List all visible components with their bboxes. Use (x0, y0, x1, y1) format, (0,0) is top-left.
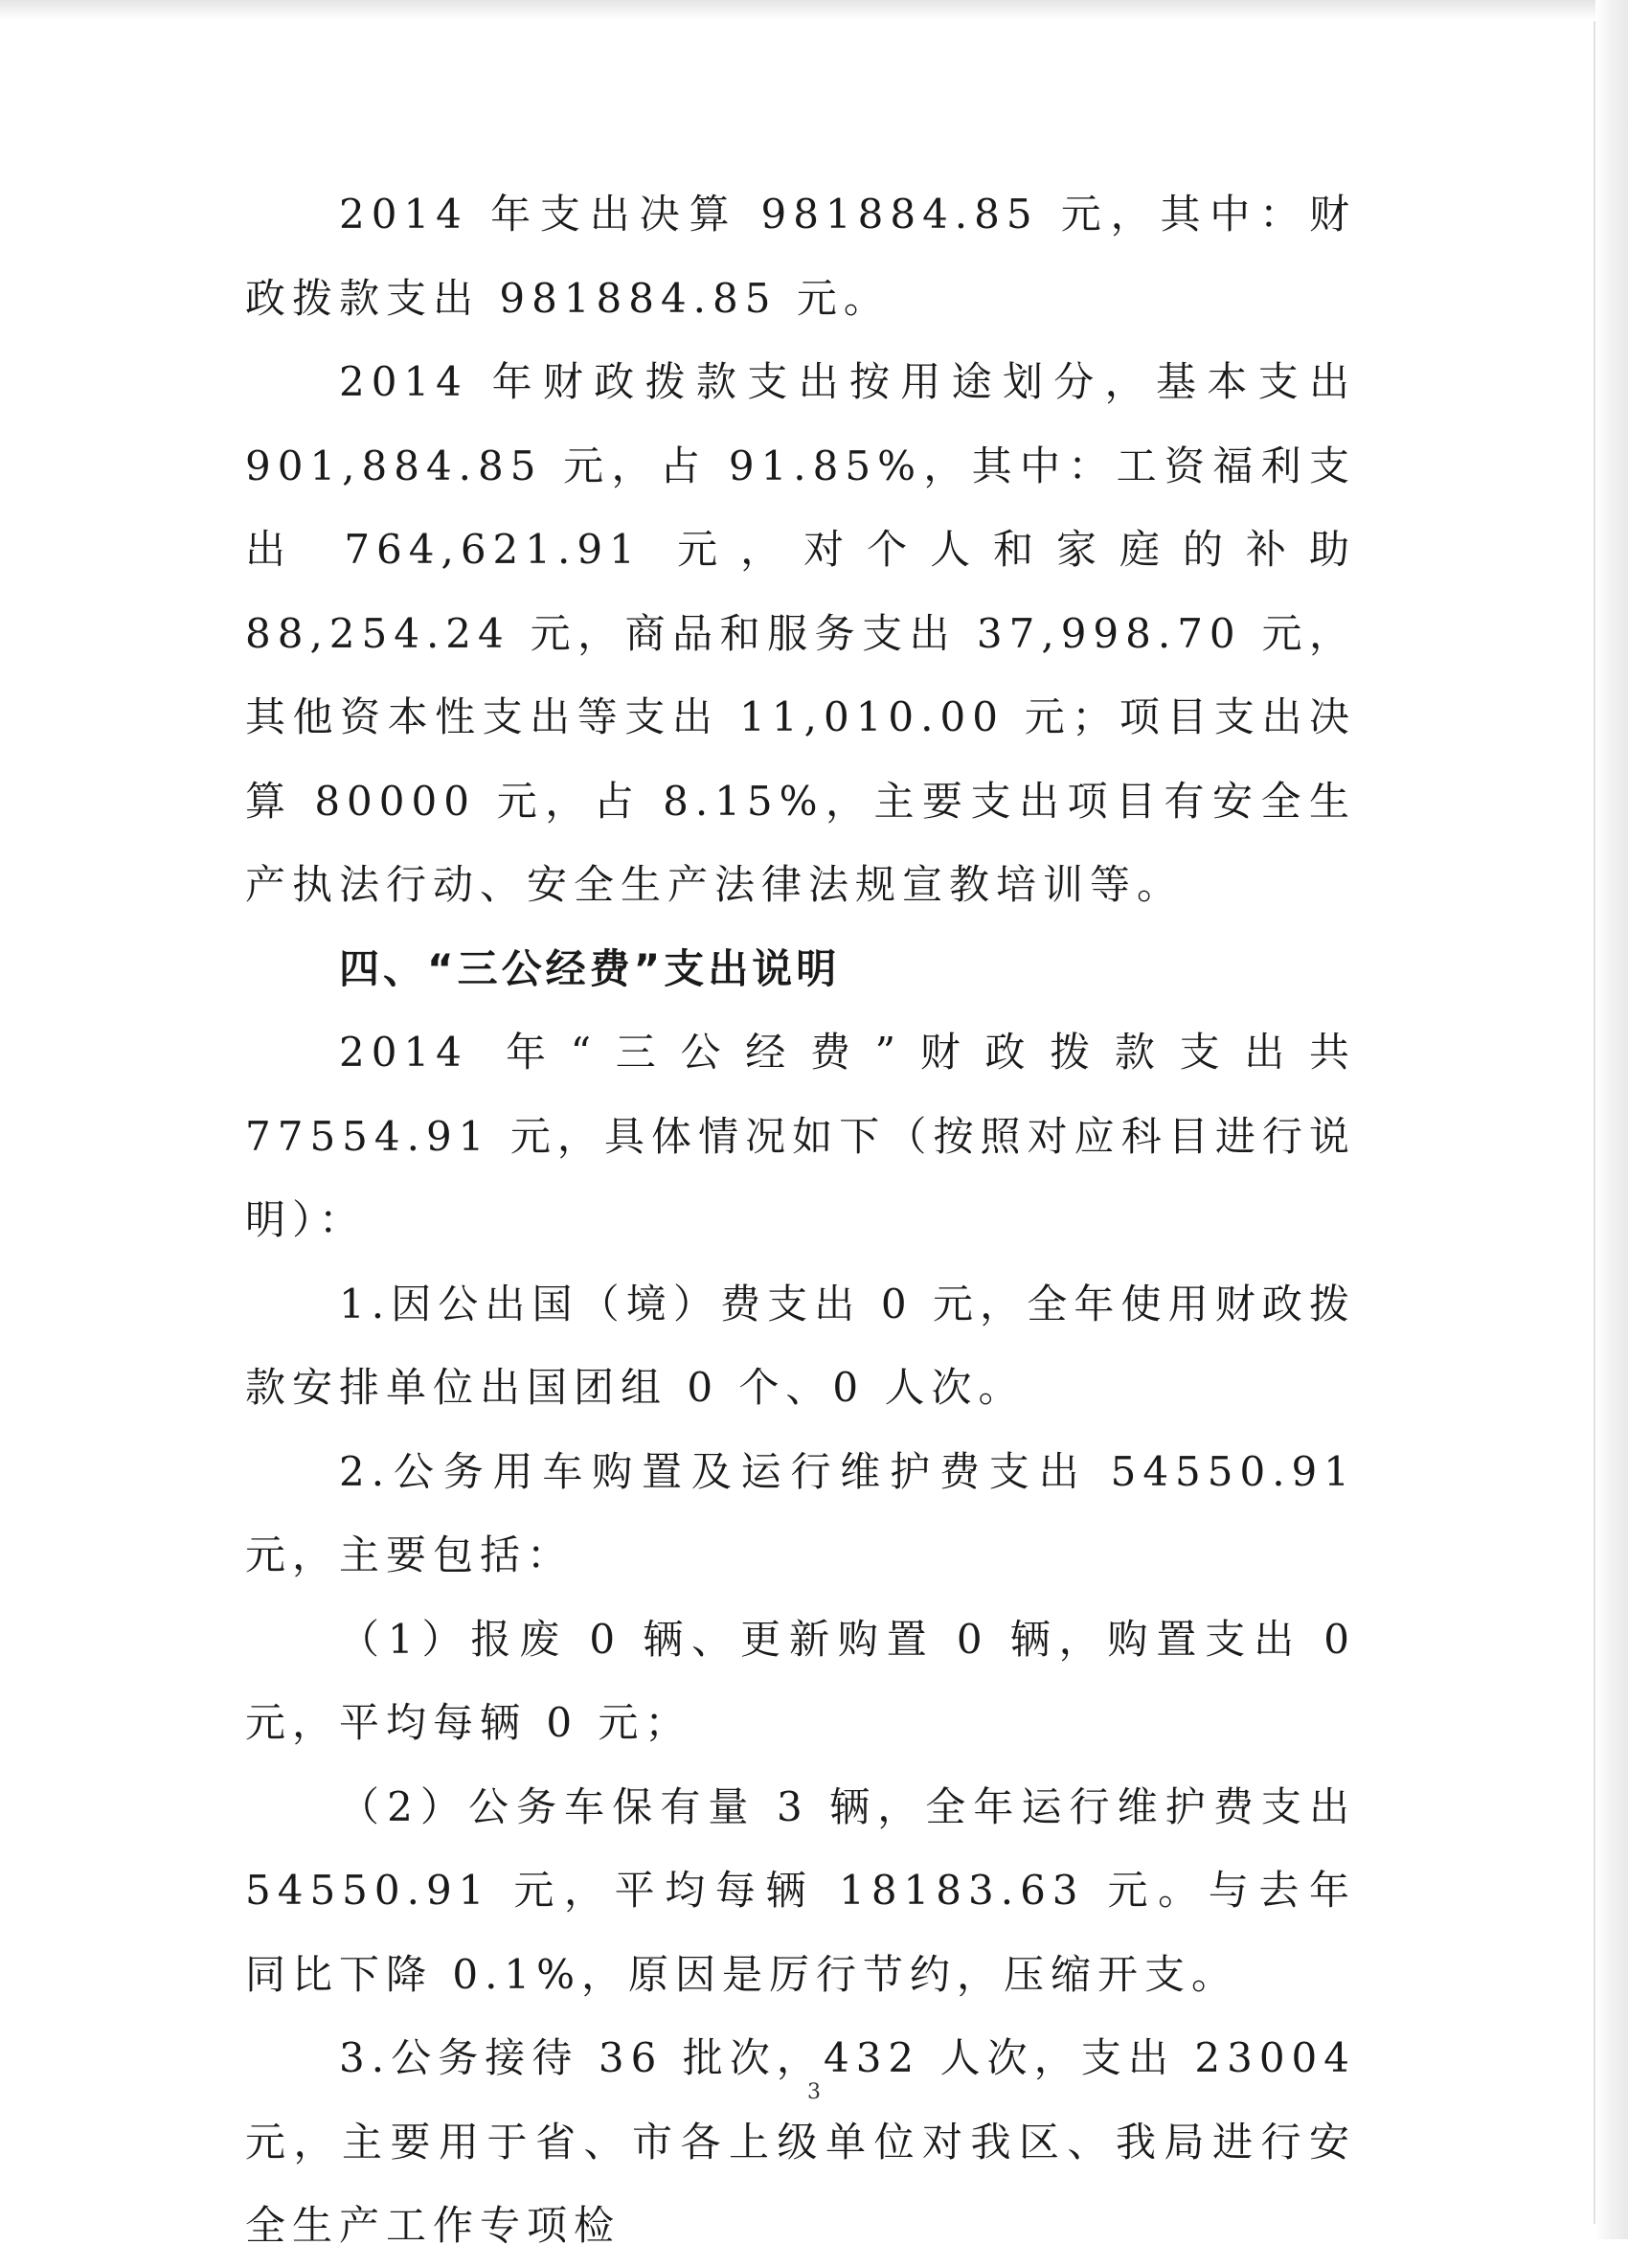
paragraph-expenditure-total: 2014 年支出决算 981884.85 元，其中：财政拨款支出 981884.85 元。 (245, 191, 1356, 322)
scan-right-edge (1594, 21, 1595, 2224)
document-body (245, 172, 1356, 2268)
scan-right-shadow (1595, 0, 1628, 2239)
paragraph-overseas-travel: 1.因公出国（境）费支出 0 元，全年使用财政拨款安排单位出国团组 0 个、0 人次。 (245, 1280, 1356, 1411)
section-heading-three-public-expenses: 四、“三公经费”支出说明 (339, 944, 841, 992)
paragraph-three-public-total: 2014 年“三公经费”财政拨款支出共 77554.91 元，具体情况如下（按照对应科目进行说明）： (245, 1029, 1356, 1243)
paragraph-expenditure-breakdown: 2014 年财政拨款支出按用途划分，基本支出 901,884.85 元，占 91.85%，其中：工资福利支出 764,621.91 元，对个人和家庭的补助 88,254.24 元，商品和服务支出 37,998.70 元，其他资本性支出等支出 11,010.00 元；项目支出决算 80000 元，占 8.15%，主要支出项目有安全生产执法行动、安全生产法律法规宣教培训等。 (245, 358, 1356, 908)
paragraph-official-reception: 3.公务接待 36 批次，432 人次，支出 23004 元，主要用于省、市各上级单位对我区、我局进行安全生产工作专项检 (245, 2034, 1356, 2249)
paragraph-vehicle-purchase: （1）报废 0 辆、更新购置 0 辆，购置支出 0 元，平均每辆 0 元； (245, 1615, 1356, 1746)
scan-top-shadow (0, 0, 1628, 21)
paragraph-vehicle-maintenance: （2）公务车保有量 3 辆，全年运行维护费支出 54550.91 元，平均每辆 18183.63 元。与去年同比下降 0.1%，原因是厉行节约，压缩开支。 (245, 1782, 1356, 1998)
page-number: 3 (807, 2080, 821, 2104)
paragraph-official-vehicles: 2.公务用车购置及运行维护费支出 54550.91 元，主要包括： (245, 1447, 1356, 1578)
